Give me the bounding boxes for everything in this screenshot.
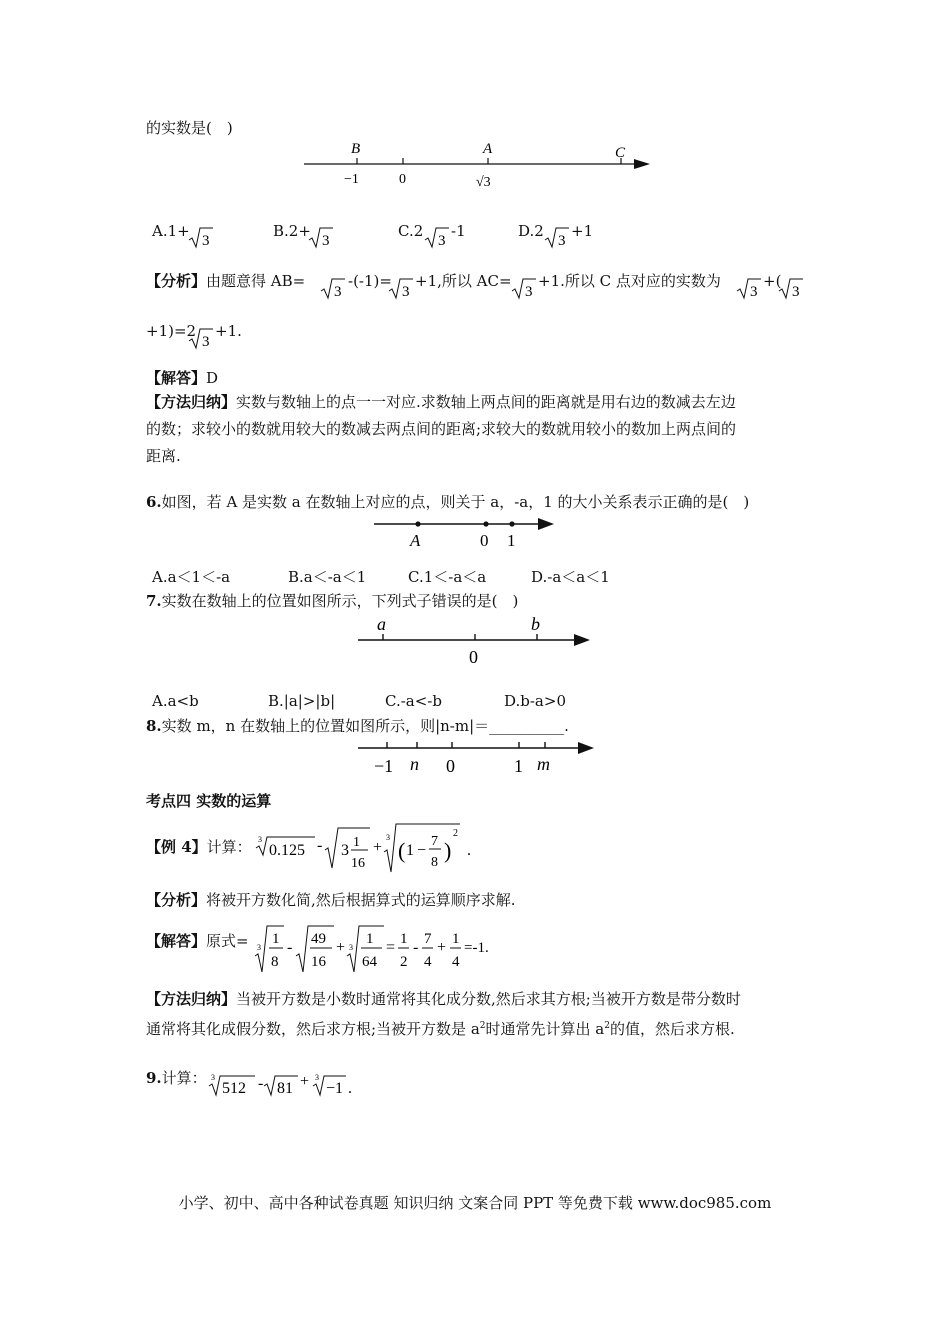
q5-option-c: C.2: [398, 222, 424, 240]
q8-stem: 8.实数 m，n 在数轴上的位置如图所示，则|n-m|＝__________.: [146, 717, 569, 735]
svg-text:3: 3: [525, 284, 533, 300]
q8-number-line: [354, 738, 598, 778]
q6-tick-1: 1: [507, 531, 516, 550]
svg-text:4: 4: [424, 954, 432, 970]
q5-analysis-sqrt-3: [511, 276, 537, 302]
q5-option-a-sqrt: [188, 225, 214, 251]
q5-analysis-part-6: +1)=2: [146, 322, 197, 340]
svg-text:1: 1: [452, 931, 460, 947]
svg-text:+: +: [437, 939, 447, 956]
svg-text:-: -: [258, 1075, 264, 1092]
svg-text:512: 512: [222, 1080, 246, 1097]
q6-tick-0: 0: [480, 531, 489, 550]
svg-text:49: 49: [311, 931, 326, 947]
svg-text:4: 4: [452, 954, 460, 970]
svg-text:3: 3: [322, 233, 330, 249]
svg-text:2: 2: [453, 828, 458, 839]
q5-analysis-sqrt-4: [736, 276, 762, 302]
svg-text:16: 16: [311, 954, 326, 970]
q8-tick-0: 0: [446, 756, 455, 776]
svg-text:-: -: [413, 939, 419, 956]
q5-analysis-sqrt-6: [188, 326, 214, 352]
q5-analysis-part-7: +1.: [215, 322, 242, 340]
q6-tick-a: A: [410, 531, 421, 550]
q7-option-c: C.-a<-b: [385, 692, 442, 710]
q5-option-d-sqrt: [544, 225, 570, 251]
svg-text:7: 7: [424, 931, 432, 947]
q7-stem: 7.实数在数轴上的位置如图所示，下列式子错误的是( ): [146, 592, 519, 610]
q5-option-b: B.2+: [273, 222, 311, 240]
svg-text:3: 3: [792, 284, 800, 300]
svg-text:−1: −1: [326, 1080, 344, 1097]
svg-text:(: (: [398, 838, 406, 863]
q5-analysis-part-2: -(-1)=: [348, 272, 392, 290]
q7-option-a: A.a<b: [152, 692, 199, 710]
svg-text:3: 3: [402, 284, 410, 300]
q5-stem-tail: 的实数是( ): [146, 119, 233, 137]
svg-text:3: 3: [334, 284, 342, 300]
q5-option-d-suffix: +1: [571, 222, 594, 240]
svg-text:3: 3: [315, 1073, 319, 1082]
q5-analysis-part-3: +1,所以 AC=: [415, 272, 512, 290]
svg-text:3: 3: [202, 334, 210, 350]
q5-analysis: 【分析】由题意得 AB=: [146, 272, 306, 290]
svg-text:64: 64: [362, 954, 377, 970]
q7-option-b: B.|a|>|b|: [268, 692, 336, 710]
q6-number-line: [370, 512, 560, 552]
q8-blank[interactable]: __________: [489, 717, 565, 735]
q5-option-c-sqrt: [424, 225, 450, 251]
svg-text:81: 81: [277, 1080, 293, 1097]
q7-option-d: D.b-a>0: [504, 692, 566, 710]
q5-option-b-sqrt: [308, 225, 334, 251]
svg-text:8: 8: [431, 855, 438, 870]
q5-method: 【方法归纳】实数与数轴上的点一一对应.求数轴上两点间的距离就是用右边的数减去左边 的数；求较小的数就用较大的数减去两点间的距离;求较大的数就用较小的数加上两点间的 距离.: [146, 393, 737, 465]
svg-text:3: 3: [386, 833, 390, 842]
q6-option-b: B.a＜-a＜1: [288, 568, 367, 586]
svg-text:1: 1: [366, 931, 374, 947]
svg-text:3: 3: [258, 835, 262, 844]
q5-tick-neg1: −1: [344, 172, 359, 187]
q5-label-a: A: [483, 141, 493, 157]
q5-analysis-part-5: +(: [763, 272, 782, 290]
svg-text:3: 3: [341, 842, 349, 859]
svg-text:3: 3: [438, 233, 446, 249]
q5-analysis-sqrt-2: [388, 276, 414, 302]
q9-stem: 9.计算：: [146, 1069, 207, 1087]
svg-text:.: .: [348, 1080, 352, 1097]
svg-text:1: 1: [353, 835, 360, 850]
ex4-method: 【方法归纳】当被开方数是小数时通常将其化成分数,然后求其方根;当被开方数是带分数时 通常将其化成假分数，然后求方根;当被开方数是 $a^2$时通常先计算出 $a^2$的值，然后求方根.: [146, 990, 741, 1038]
section-title: 考点四 实数的运算: [146, 792, 272, 810]
svg-text:0.125: 0.125: [269, 842, 305, 859]
q6-option-d: D.-a＜a＜1: [531, 568, 610, 586]
q5-tick-0: 0: [399, 172, 406, 187]
q8-tick-n: n: [410, 754, 419, 774]
svg-text:.: .: [467, 842, 471, 859]
ex4-expression: [255, 820, 480, 878]
q5-number-line: [300, 138, 660, 196]
q6-option-a: A.a＜1＜-a: [152, 568, 231, 586]
svg-text:1: 1: [400, 931, 408, 947]
q7-tick-a: a: [377, 614, 386, 634]
q8-tick-1: 1: [514, 756, 523, 776]
q5-tick-sqrt3: √3: [476, 175, 491, 190]
q5-option-c-suffix: -1: [451, 222, 466, 240]
q5-answer: 【解答】D: [146, 369, 219, 387]
svg-text:16: 16: [351, 856, 365, 871]
q5-analysis-sqrt-1: [320, 276, 346, 302]
q8-tick-neg1: −1: [374, 756, 394, 776]
svg-text:3: 3: [202, 233, 210, 249]
q7-tick-0: 0: [469, 647, 478, 667]
svg-text:+: +: [336, 939, 346, 956]
svg-text:3: 3: [257, 943, 261, 952]
q6-stem: 6.如图，若 A 是实数 a 在数轴上对应的点，则关于 a，-a，1 的大小关系表示正确的是( ): [146, 493, 750, 511]
svg-text:-: -: [317, 837, 323, 854]
q5-analysis-part-4: +1.所以 C 点对应的实数为: [538, 272, 721, 290]
svg-text:8: 8: [271, 954, 279, 970]
svg-text:=-1.: =-1.: [464, 940, 489, 956]
svg-text:1: 1: [406, 842, 414, 859]
q5-option-a: A.1+: [152, 222, 190, 240]
svg-text:3: 3: [750, 284, 758, 300]
q5-option-d: D.2: [518, 222, 544, 240]
ex4-analysis: 【分析】将被开方数化简,然后根据算式的运算顺序求解.: [146, 891, 516, 909]
svg-text:+: +: [373, 839, 383, 856]
q5-label-c: C: [615, 145, 626, 161]
svg-text:=: =: [386, 939, 396, 956]
ex4-stem: 【例 4】计算：: [146, 838, 252, 856]
ex4-answer: 【解答】原式=: [146, 932, 249, 950]
svg-text:3: 3: [558, 233, 566, 249]
q5-label-b: B: [351, 141, 361, 157]
svg-text:−: −: [417, 842, 427, 859]
svg-text:3: 3: [211, 1073, 215, 1082]
svg-text:2: 2: [400, 954, 408, 970]
svg-text:): ): [444, 838, 452, 863]
page-footer: 小学、初中、高中各种试卷真题 知识归纳 文案合同 PPT 等免费下载 www.doc985.com: [178, 1194, 772, 1212]
svg-text:3: 3: [349, 943, 353, 952]
q7-number-line: [354, 612, 594, 668]
svg-text:1: 1: [272, 931, 280, 947]
svg-text:7: 7: [431, 834, 438, 849]
svg-text:-: -: [287, 939, 293, 956]
q5-analysis-sqrt-5: [778, 276, 804, 302]
svg-text:+: +: [300, 1073, 310, 1090]
ex4-answer-expression: [254, 920, 504, 976]
q9-expression: [208, 1066, 358, 1100]
q8-tick-m: m: [537, 754, 550, 774]
q6-option-c: C.1＜-a＜a: [408, 568, 487, 586]
q7-tick-b: b: [531, 614, 540, 634]
